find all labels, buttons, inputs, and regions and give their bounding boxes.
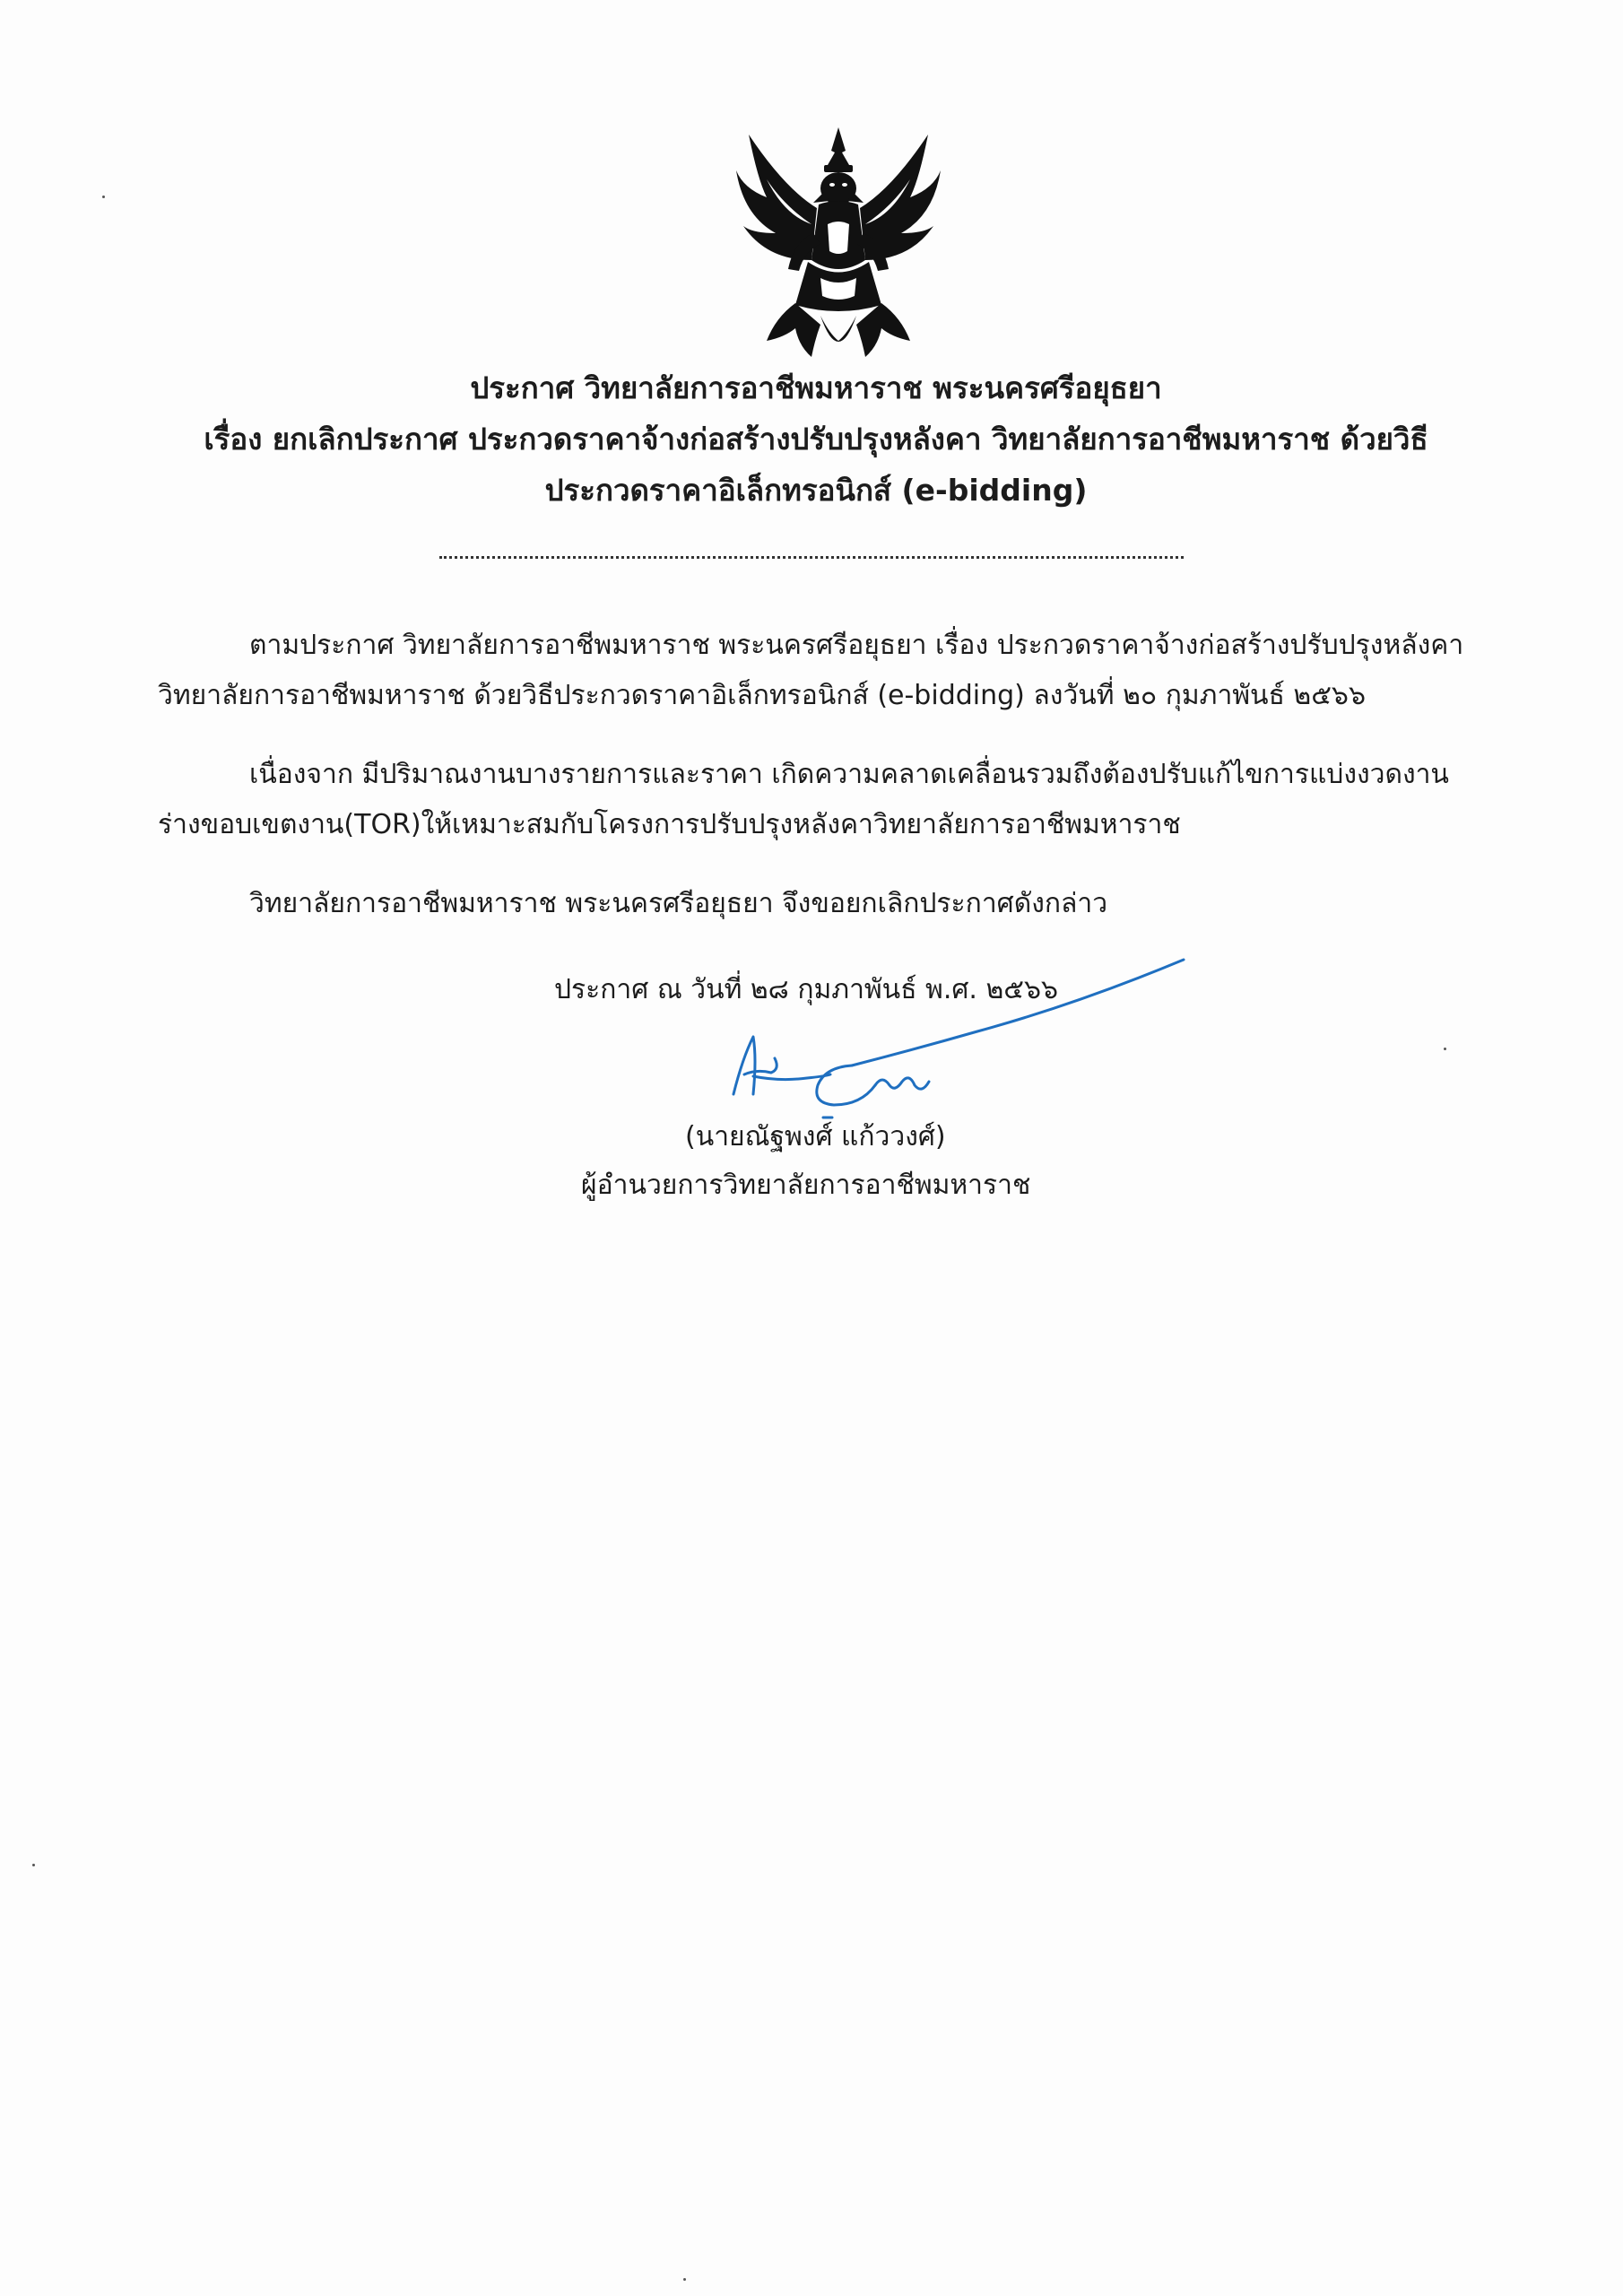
dotted-separator <box>439 542 1184 559</box>
handwritten-signature <box>717 951 1202 1130</box>
title-line-2: เรื่อง ยกเลิกประกาศ ประกวดราคาจ้างก่อสร้างปรับปรุงหลังคา วิทยาลัยการอาชีพมหาราช ด้วยวิธี <box>204 422 1428 457</box>
paragraph-3: วิทยาลัยการอาชีพมหาราช พระนครศรีอยุธยา จึงขอยกเลิกประกาศดังกล่าว <box>249 888 1108 919</box>
title-line-1: ประกาศ วิทยาลัยการอาชีพมหาราช พระนครศรีอยุธยา <box>470 370 1162 405</box>
paragraph-2-line-2: ร่างขอบเขตงาน(TOR)ให้เหมาะสมกับโครงการปรับปรุงหลังคาวิทยาลัยการอาชีพมหาราช <box>158 809 1181 840</box>
scan-speck <box>1444 1048 1446 1050</box>
scan-speck <box>102 196 105 198</box>
paragraph-2-line-1: เนื่องจาก มีปริมาณงานบางรายการและราคา เกิดความคลาดเคลื่อนรวมถึงต้องปรับแก้ไขการแบ่งงวดงาน <box>249 759 1449 790</box>
announce-date: ประกาศ ณ วันที่ ๒๘ กุมภาพันธ์ พ.ศ. ๒๕๖๖ <box>554 974 1059 1005</box>
signatory-name: (นายณัฐพงศ์ แก้ววงศ์) <box>685 1121 946 1152</box>
scan-speck <box>683 2278 686 2281</box>
scan-speck <box>32 1864 35 1866</box>
announcement-title <box>108 362 1524 516</box>
garuda-emblem-icon <box>731 126 946 368</box>
title-line-3: ประกวดราคาอิเล็กทรอนิกส์ (e-bidding) <box>544 473 1088 508</box>
signatory-position: ผู้อำนวยการวิทยาลัยการอาชีพมหาราช <box>581 1170 1031 1201</box>
paragraph-1-line-1: ตามประกาศ วิทยาลัยการอาชีพมหาราช พระนครศรีอยุธยา เรื่อง ประกวดราคาจ้างก่อสร้างปรับปรุงหลังคา <box>249 630 1464 661</box>
paragraph-1-line-2: วิทยาลัยการอาชีพมหาราช ด้วยวิธีประกวดราคาอิเล็กทรอนิกส์ (e-bidding) ลงวันที่ ๒๐ กุมภาพันธ์ ๒๕๖๖ <box>158 680 1366 711</box>
